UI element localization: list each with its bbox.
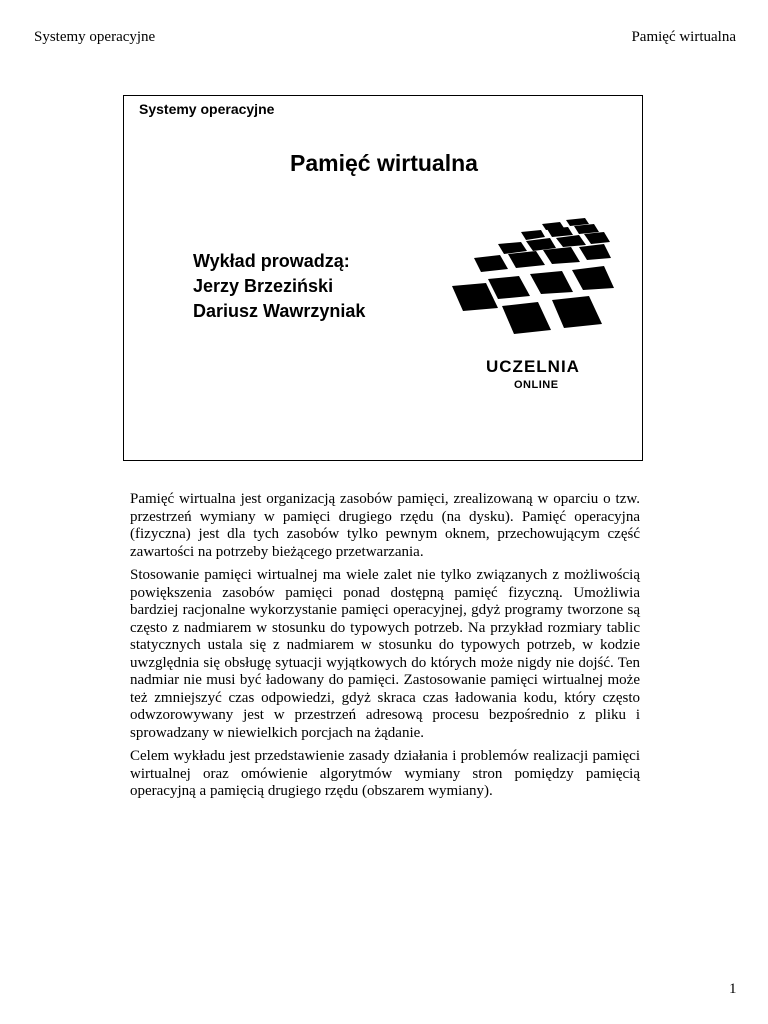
page-number: 1 [729,981,737,997]
body-paragraph: Pamięć wirtualna jest organizacją zasobów pamięci, zrealizowaną w oparciu o tzw. przestrzeń wymiany w pamięci drugiego rzędu (na dysku). Pamięć operacyjna (fizyczna) jest dla tych zasobów tylko pewnym oknem, przechowującym część zawartości na potrzeby bieżącego przetwarzania. [130,491,640,560]
logo-subtitle: ONLINE [514,379,559,391]
logo-wordmark: UCZELNIA [486,357,580,376]
body-paragraph: Celem wykładu jest przedstawienie zasady działania i problemów realizacji pamięci wirtualnej oraz omówienie algorytmów wymiany stron pomiędzy pamięcią operacyjną a pamięcią drugiego rzędu (obszarem wymiany). [130,748,640,799]
lecturers-block [193,249,365,324]
body-text [130,491,640,807]
slide-course-name: Systemy operacyjne [139,101,275,117]
tilted-square-grid-icon [446,214,626,344]
running-header-right: Pamięć wirtualna [631,29,736,45]
body-paragraph: Stosowanie pamięci wirtualnej ma wiele zalet nie tylko związanych z możliwością powiększenia zasobów pamięci ponad dostępną pamięć fizyczną. Umożliwia bardziej racjonalne wykorzystanie pamięci operacyjnej, gdyż programy tworzone są często z nadmiarem w stosunku do typowych potrzeb. Na przykład rozmiary tablic statycznych ustala się z nadmiarem w stosunku do typowych potrzeb, w kodzie uwzględnia się obsługę sytuacji wyjątkowych do których może nigdy nie dojść. Ten nadmiar nie musi być ładowany do pamięci. Zastosowanie pamięci wirtualnej może też zmniejszyć czas odpowiedzi, gdyż skraca czas ładowania kodu, który często odwzorowywany jest w przestrzeń adresową procesu bezpośrednio z pliku i sprowadzany w niewielkich porcjach na żądanie. [130,567,640,741]
lecturers-heading: Wykład prowadzą: [193,251,350,271]
running-header-left: Systemy operacyjne [34,29,156,45]
slide-title: Pamięć wirtualna [290,150,478,176]
lecturer-name: Jerzy Brzeziński [193,276,334,296]
slide-thumbnail [123,95,643,461]
lecturer-name: Dariusz Wawrzyniak [193,301,366,321]
